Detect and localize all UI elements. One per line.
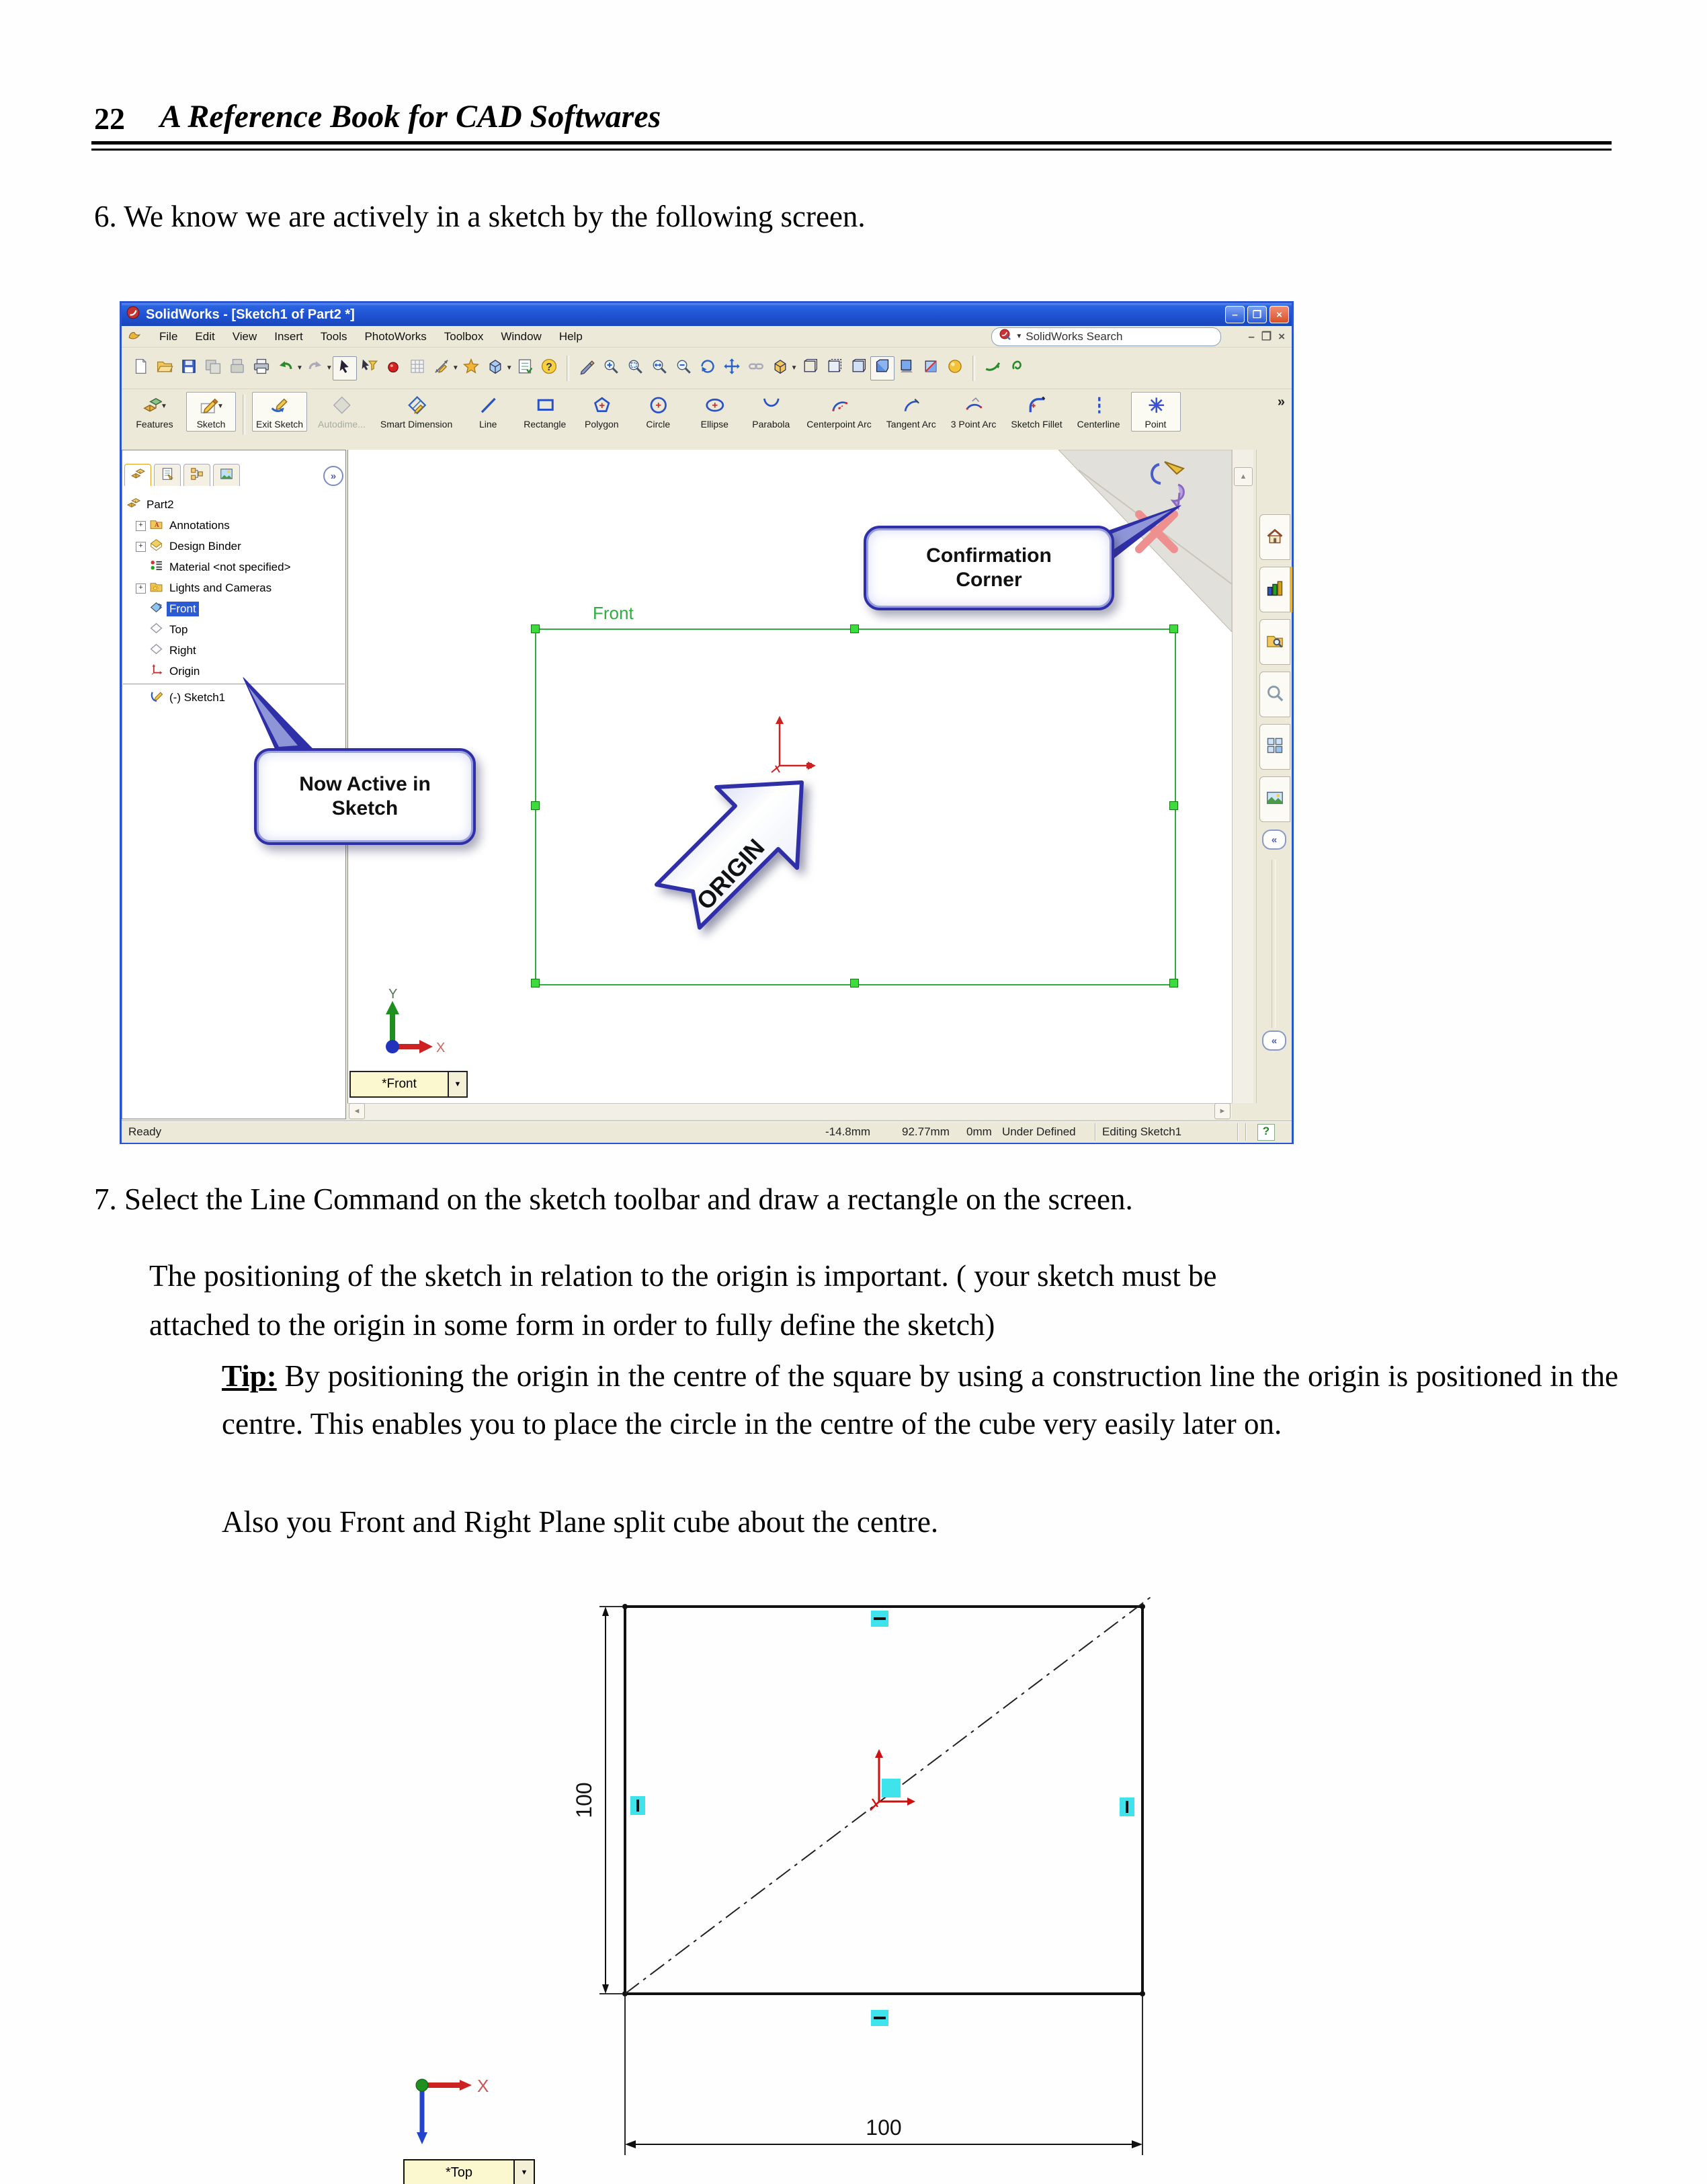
tree-item-label: Lights and Cameras <box>169 581 272 594</box>
appearance-ball-button[interactable] <box>943 356 967 380</box>
tree-item-label: Origin <box>169 665 200 678</box>
menu-photoworks[interactable]: PhotoWorks <box>364 329 427 343</box>
view-shaded-button[interactable] <box>870 356 894 380</box>
rotate-view-icon <box>699 358 716 378</box>
step-7-text: 7. Select the Line Command on the sketch toolbar and draw a rectangle on the screen. <box>94 1182 1133 1216</box>
chevron-down-icon[interactable]: ▼ <box>448 1072 466 1096</box>
search-input[interactable] <box>991 327 1221 346</box>
dropdown-caret-icon[interactable]: ▼ <box>505 364 513 372</box>
task-pane-tab-search[interactable] <box>1259 672 1290 717</box>
tree-item-top[interactable] <box>136 620 351 640</box>
page-number: 22 <box>94 102 125 136</box>
now-active-callout: Now Active in Sketch <box>254 748 476 845</box>
link-icon <box>747 358 765 378</box>
select-icon <box>336 358 353 378</box>
step-6-text: 6. We know we are actively in a sketch by the following screen. <box>94 200 866 233</box>
doc-restore-button[interactable]: ❐ <box>1261 329 1272 343</box>
sketch-tool-icon <box>198 395 218 418</box>
sketch-pen-button[interactable] <box>575 356 599 380</box>
sketch-pen-icon <box>578 358 595 378</box>
material-icon <box>149 559 163 576</box>
realview-button[interactable] <box>981 356 1005 380</box>
save-button[interactable] <box>177 356 201 380</box>
chevron-down-icon[interactable]: ▼ <box>1015 333 1023 340</box>
toolbar-separator <box>972 356 975 381</box>
menu-items <box>159 330 583 343</box>
zoom-out-icon <box>675 358 692 378</box>
redo-button <box>303 356 327 380</box>
positioning-line-1: The positioning of the sketch in relation to the origin is important. ( your sketch must be <box>149 1259 1217 1293</box>
sketch-drawing-figure <box>376 1580 1210 2184</box>
horizontal-constraint-icon[interactable] <box>871 2010 888 2026</box>
svg-text:A: A <box>154 522 159 530</box>
zoom-fit-button[interactable] <box>647 356 671 380</box>
app-icon <box>127 327 142 346</box>
dropdown-caret-icon[interactable]: ▼ <box>217 403 224 410</box>
features-tool-button[interactable]: ▼ Features <box>130 392 179 432</box>
centerpoint-arc-icon <box>829 395 849 418</box>
tangent-arc-icon <box>901 395 921 418</box>
tree-item-design-binder[interactable] <box>136 536 351 557</box>
view-wireframe-icon <box>801 358 819 378</box>
restore-button[interactable]: ❐ <box>1247 306 1267 323</box>
dropdown-caret-icon[interactable]: ▼ <box>790 364 798 372</box>
plane-handle[interactable] <box>1169 801 1178 810</box>
menu-help[interactable]: Help <box>558 329 583 343</box>
photoworks-icon <box>1008 358 1026 378</box>
check-list-button[interactable] <box>513 356 537 380</box>
status-definition: Under Defined <box>1002 1125 1076 1138</box>
binder-icon <box>149 538 163 555</box>
expand-toggle-icon[interactable]: + <box>136 583 146 594</box>
view-hidden-icon <box>825 358 843 378</box>
origin-callout-label: ORIGIN <box>691 833 770 916</box>
zoom-in-icon <box>602 358 620 378</box>
tree-item-label: (-) Sketch1 <box>169 691 226 704</box>
dropdown-caret-icon[interactable]: ▼ <box>161 403 167 410</box>
menu-insert[interactable]: Insert <box>274 329 303 343</box>
task-pane-tab-home[interactable] <box>1259 514 1290 560</box>
status-separator <box>1095 1123 1096 1141</box>
task-pane <box>1256 450 1292 1103</box>
help-icon <box>540 358 558 378</box>
view-section-icon <box>922 358 940 378</box>
plane-handle[interactable] <box>531 624 540 633</box>
plane-handle[interactable] <box>531 979 540 987</box>
view-wireframe-button[interactable] <box>798 356 822 380</box>
standard-toolbar <box>122 348 1292 389</box>
zoom-out-button[interactable] <box>671 356 696 380</box>
view-shadow-icon <box>898 358 915 378</box>
tree-item-label: Front <box>167 602 199 616</box>
minimize-button[interactable]: – <box>1225 306 1245 323</box>
print-icon <box>253 358 270 378</box>
view-hlr-button[interactable] <box>846 356 870 380</box>
help-status-button[interactable]: ? <box>1257 1124 1275 1141</box>
chevron-down-icon[interactable]: ▼ <box>513 2160 534 2184</box>
part-icon <box>130 467 145 485</box>
standard-views-button[interactable] <box>768 356 792 380</box>
active-callout-tail <box>229 672 323 759</box>
toolbar-separator <box>567 356 569 381</box>
lights-icon <box>149 579 163 597</box>
horizontal-scrollbar[interactable] <box>347 1103 1232 1119</box>
dimension-icon <box>433 358 450 378</box>
sketch-toolbar <box>122 389 1292 450</box>
ellipse-icon <box>704 395 724 418</box>
header-rule-thick <box>91 141 1612 145</box>
pane-divider <box>1272 860 1276 1028</box>
status-z: 0mm <box>966 1125 992 1138</box>
realview-icon <box>984 358 1001 378</box>
image-icon <box>1265 788 1284 811</box>
tree-item-annotations[interactable] <box>136 516 351 536</box>
confirmation-corner-callout: Confirmation Corner <box>864 526 1114 610</box>
dropdown-caret-icon[interactable]: ▼ <box>325 364 333 372</box>
doc-minimize-button[interactable]: – <box>1248 329 1255 343</box>
collapse-pane-button[interactable]: « <box>1262 830 1286 850</box>
sketch-fillet-icon <box>1027 395 1047 418</box>
record-macro-icon <box>384 358 402 378</box>
rectangle-tool-button[interactable]: Rectangle <box>519 392 570 432</box>
menu-view[interactable]: View <box>232 329 257 343</box>
tree-item-label: Material <not specified> <box>169 561 291 573</box>
vertical-constraint-icon[interactable] <box>1120 1797 1134 1816</box>
prop-sheet-icon <box>160 467 175 485</box>
width-dimension-value: 100 <box>866 2115 902 2140</box>
scroll-up-icon[interactable]: ▲ <box>1234 467 1253 486</box>
toolbar-overflow-chevron[interactable]: » <box>1277 395 1285 409</box>
search-icon <box>1265 684 1284 706</box>
zoom-fit-icon <box>651 358 668 378</box>
header-rule-thin <box>91 149 1612 151</box>
positioning-paragraph <box>149 1252 1466 1350</box>
snap-grid-button <box>405 356 429 380</box>
drawing-axis-x-label: X <box>477 2076 489 2096</box>
expand-toggle-icon[interactable]: + <box>136 542 146 552</box>
publish-icon <box>228 358 246 378</box>
plane-icon <box>149 621 163 639</box>
drawing-view-value: *Top <box>445 2165 473 2180</box>
autodime-icon <box>331 395 351 418</box>
view-palette-icon <box>1265 736 1284 758</box>
ellipse-tool-button[interactable]: Ellipse <box>690 392 739 432</box>
appearance-ball-icon <box>946 358 964 378</box>
status-x: -14.8mm <box>825 1125 871 1138</box>
toolbar-separator <box>243 395 245 435</box>
status-mode: Editing Sketch1 <box>1102 1125 1182 1138</box>
home-icon <box>1265 526 1284 549</box>
pan-icon <box>723 358 741 378</box>
new-document-button[interactable] <box>128 356 153 380</box>
close-button[interactable]: × <box>1269 306 1289 323</box>
features-icon <box>142 395 162 418</box>
view-shadow-button[interactable] <box>894 356 919 380</box>
circle-icon <box>648 395 668 418</box>
collapse-pane-button-2[interactable]: « <box>1262 1030 1286 1051</box>
help-button[interactable] <box>537 356 561 380</box>
positioning-line-2: attached to the origin in some form in order to fully define the sketch) <box>149 1308 995 1342</box>
feature-manager-tab-config[interactable] <box>183 464 210 486</box>
new-document-icon <box>132 358 149 378</box>
snap-grid-icon <box>409 358 426 378</box>
svg-text:?: ? <box>545 361 552 373</box>
menu-edit[interactable]: Edit <box>195 329 215 343</box>
part-icon <box>126 496 140 514</box>
smart-dimension-icon <box>407 395 427 418</box>
task-pane-tab-explorer[interactable] <box>1259 619 1290 665</box>
polygon-icon <box>591 395 612 418</box>
select-filter-button[interactable] <box>357 356 381 380</box>
expand-panel-chevron[interactable]: » <box>323 466 343 486</box>
save-all-icon <box>204 358 222 378</box>
triad-y-label: Y <box>388 987 398 1002</box>
rectangle-icon <box>535 395 555 418</box>
record-macro-button[interactable] <box>381 356 405 380</box>
view-orientation-cube-icon <box>487 358 504 378</box>
dropdown-caret-icon[interactable]: ▼ <box>452 364 459 372</box>
feature-manager-tabs <box>124 464 343 486</box>
plane-blue-icon <box>149 600 163 618</box>
vertical-constraint-icon[interactable] <box>630 1796 645 1815</box>
zoom-window-icon <box>626 358 644 378</box>
feature-manager-tab-display-pane[interactable] <box>213 464 240 486</box>
plane-handle[interactable] <box>1169 979 1178 987</box>
3-point-arc-tool-button[interactable]: 3 Point Arc <box>947 392 1001 432</box>
undo-button[interactable] <box>274 356 298 380</box>
line-tool-button[interactable]: Line <box>463 392 513 432</box>
tree-item-part2[interactable] <box>126 495 341 515</box>
menu-bar <box>122 326 1292 348</box>
print-button[interactable] <box>249 356 274 380</box>
display-pane-icon <box>219 467 234 485</box>
doc-close-button[interactable]: × <box>1278 329 1285 343</box>
select-button[interactable] <box>333 356 357 380</box>
smart-dimension-tool-button[interactable]: Smart Dimension <box>376 392 456 432</box>
exit-sketch-icon <box>269 395 290 418</box>
triad-x-label: X <box>436 1041 446 1055</box>
tip-text: By positioning the origin in the centre of the square by using a construction line the origin is positioned in the centre. This enables you to place the circle in the centre of the cube very easily later on. <box>222 1359 1618 1441</box>
dropdown-caret-icon[interactable]: ▼ <box>296 364 303 372</box>
annotations-icon <box>149 517 163 534</box>
solidworks-window <box>120 301 1294 1144</box>
view-section-button[interactable] <box>919 356 943 380</box>
menu-window[interactable]: Window <box>501 329 542 343</box>
window-title: SolidWorks - [Sketch1 of Part2 *] <box>146 307 355 322</box>
redo-icon <box>306 358 324 378</box>
title-bar[interactable] <box>122 303 1292 326</box>
explorer-icon <box>1265 631 1284 653</box>
menu-file[interactable]: File <box>159 329 178 343</box>
polygon-tool-button[interactable]: Polygon <box>577 392 626 432</box>
link-button <box>744 356 768 380</box>
height-dimension-value: 100 <box>572 1782 596 1818</box>
sketch-fillet-tool-button[interactable]: Sketch Fillet <box>1007 392 1066 432</box>
select-filter-icon <box>360 358 378 378</box>
feature-manager-tab-part[interactable] <box>124 464 151 486</box>
pan-button[interactable] <box>720 356 744 380</box>
view-orientation-value: *Front <box>382 1077 417 1091</box>
open-icon <box>156 358 173 378</box>
config-icon <box>190 467 204 485</box>
standard-views-icon <box>772 358 789 378</box>
undo-icon <box>277 358 294 378</box>
tree-item-lights-and-cameras[interactable] <box>136 578 351 598</box>
three-point-arc-icon <box>964 395 984 418</box>
view-hlr-icon <box>849 358 867 378</box>
scroll-left-icon[interactable]: ◄ <box>349 1103 365 1119</box>
vertical-scrollbar[interactable] <box>1232 450 1253 1103</box>
annotation-icon <box>462 358 480 378</box>
parabola-icon <box>761 395 781 418</box>
status-separator <box>1237 1123 1239 1141</box>
zoom-window-button[interactable] <box>623 356 647 380</box>
scroll-right-icon[interactable]: ► <box>1214 1103 1231 1119</box>
tangent-arc-tool-button[interactable]: Tangent Arc <box>882 392 940 432</box>
tip-paragraph <box>222 1352 1618 1448</box>
centerpoint-arc-tool-button[interactable]: Centerpoint Arc <box>802 392 876 432</box>
plane-handle[interactable] <box>850 624 859 633</box>
menu-tools[interactable]: Tools <box>320 329 347 343</box>
open-button[interactable] <box>153 356 177 380</box>
plane-label: Front <box>593 603 634 623</box>
tree-item-right[interactable] <box>136 641 351 661</box>
publish-button <box>225 356 249 380</box>
tree-item-label: Top <box>169 623 188 636</box>
dimension-button[interactable] <box>429 356 454 380</box>
expand-toggle-icon[interactable]: + <box>136 521 146 531</box>
task-pane-tab-view-palette[interactable] <box>1259 724 1290 770</box>
search-placeholder: SolidWorks Search <box>1026 329 1123 343</box>
save-icon <box>180 358 198 378</box>
menu-toolbox[interactable]: Toolbox <box>444 329 484 343</box>
status-ready: Ready <box>128 1125 162 1138</box>
task-pane-tab-image[interactable] <box>1259 776 1290 822</box>
check-list-icon <box>516 358 534 378</box>
point-icon <box>1146 395 1166 418</box>
height-dimension[interactable] <box>572 1607 622 1994</box>
library-icon <box>1265 579 1284 601</box>
rotate-view-button[interactable] <box>696 356 720 380</box>
plane-handle[interactable] <box>531 801 540 810</box>
circle-tool-button[interactable]: Circle <box>633 392 683 432</box>
sketch-tool-button[interactable]: ▼ Sketch <box>186 392 236 432</box>
status-bar <box>122 1121 1292 1143</box>
sketch-plane-outline[interactable] <box>535 629 1176 985</box>
tree-item-material-not-specified-[interactable] <box>136 557 351 577</box>
status-y: 92.77mm <box>902 1125 950 1138</box>
view-hidden-button[interactable] <box>822 356 846 380</box>
autodime--tool-button: Autodime... <box>314 392 370 432</box>
photoworks-button[interactable] <box>1005 356 1029 380</box>
parabola-tool-button[interactable]: Parabola <box>746 392 796 432</box>
sketch-item-icon <box>149 689 163 706</box>
tip-label: Tip: <box>222 1359 277 1393</box>
line-icon <box>478 395 498 418</box>
save-all-button <box>201 356 225 380</box>
coincident-constraint-icon[interactable] <box>882 1779 901 1797</box>
coordinate-triad <box>374 987 448 1061</box>
status-separator <box>1245 1123 1247 1141</box>
task-pane-tab-library[interactable] <box>1259 567 1292 612</box>
point-tool-button[interactable]: Point <box>1131 392 1181 432</box>
horizontal-constraint-icon[interactable] <box>871 1611 888 1627</box>
centerline-tool-button[interactable]: Centerline <box>1073 392 1124 432</box>
view-orientation-cube-button[interactable] <box>483 356 507 380</box>
feature-manager-tab-prop-sheet[interactable] <box>154 464 181 486</box>
plane-icon <box>149 642 163 659</box>
tree-item-label: Annotations <box>169 519 230 532</box>
tree-item-label: Right <box>169 644 196 657</box>
drawing-triad <box>416 2076 489 2144</box>
centerline-icon <box>1089 395 1109 418</box>
origin-callout-arrow <box>637 745 845 974</box>
zoom-in-button[interactable] <box>599 356 623 380</box>
drawing-view-dropdown[interactable] <box>403 2159 535 2184</box>
search-ball-icon <box>999 328 1012 345</box>
also-text: Also you Front and Right Plane split cube about the centre. <box>222 1505 939 1539</box>
tree-item-label: Design Binder <box>169 540 241 553</box>
solidworks-logo-icon <box>126 305 140 324</box>
origin-axes-icon <box>149 663 163 680</box>
exit-sketch-tool-button[interactable]: Exit Sketch <box>252 392 307 432</box>
tree-item-label: Part2 <box>147 498 174 511</box>
page-title: A Reference Book for CAD Softwares <box>160 99 661 134</box>
annotation-button[interactable] <box>459 356 483 380</box>
view-shaded-icon <box>874 358 891 378</box>
tree-item-front[interactable] <box>136 599 351 619</box>
plane-handle[interactable] <box>850 979 859 987</box>
view-orientation-dropdown[interactable] <box>349 1071 468 1098</box>
